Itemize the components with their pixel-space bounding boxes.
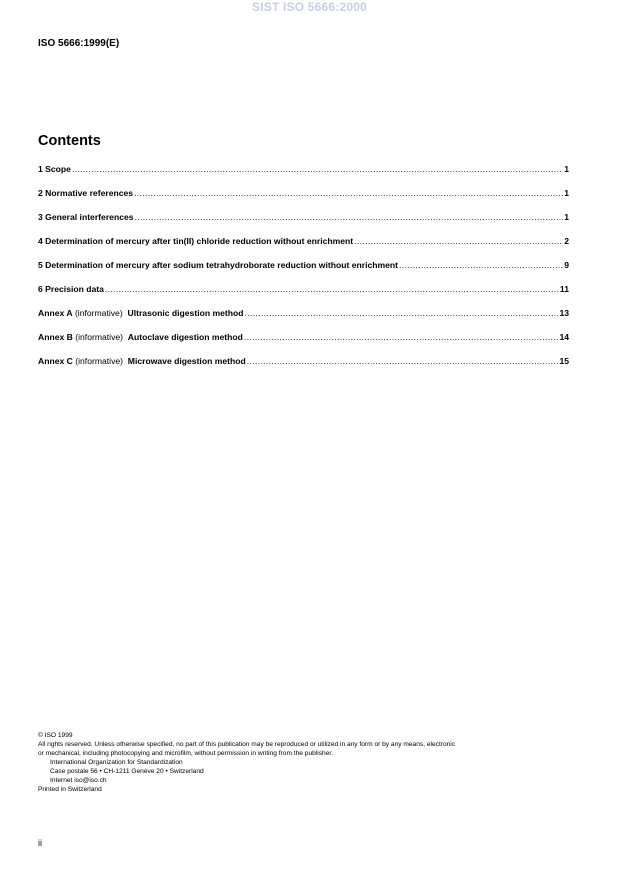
toc-entry-annex-b[interactable] (38, 332, 569, 356)
toc-annex-title: Ultrasonic digestion method (127, 308, 244, 318)
rights-reserved-line-1: All rights reserved. Unless otherwise specified, no part of this publication may be reproduced or utilized in any form or by any means, electronic (38, 741, 456, 748)
toc-entry-label: 1 Scope (38, 164, 71, 174)
organization-name: International Organization for Standardization (50, 759, 183, 766)
organization-internet: Internet iso@iso.ch (50, 777, 107, 784)
toc-leader-dots (399, 260, 563, 270)
document-id: ISO 5666:1999(E) (38, 38, 120, 49)
toc-leader-dots (105, 284, 559, 294)
toc-entry-annex-a[interactable] (38, 308, 569, 332)
toc-page-number: 13 (559, 308, 569, 318)
toc-leader-dots (247, 356, 559, 366)
rights-reserved-line-2: or mechanical, including photocopying and microfilm, without permission in writing from the publisher. (38, 750, 334, 757)
toc-page-number: 11 (559, 284, 569, 294)
contents-heading: Contents (38, 133, 101, 149)
toc-entry-label: 6 Precision data (38, 284, 104, 294)
toc-annex-note: (informative) (75, 332, 124, 342)
toc-leader-dots (72, 164, 563, 174)
toc-page-number: 1 (564, 188, 569, 198)
toc-entry-tin-chloride-reduction[interactable] (38, 236, 569, 260)
toc-leader-dots (135, 212, 564, 222)
toc-entry-scope[interactable] (38, 164, 569, 188)
toc-annex-label: Annex C (38, 356, 73, 366)
toc-page-number: 15 (559, 356, 569, 366)
toc-entry-sodium-tetrahydroborate-reduction[interactable] (38, 260, 569, 284)
toc-entry-general-interferences[interactable] (38, 212, 569, 236)
toc-leader-dots (244, 332, 559, 342)
table-of-contents (38, 164, 569, 380)
toc-annex-label: Annex A (38, 308, 73, 318)
toc-entry-label: 5 Determination of mercury after sodium tetrahydroborate reduction without enrichment (38, 260, 399, 270)
toc-entry-precision-data[interactable] (38, 284, 569, 308)
toc-annex-note: (informative) (74, 308, 123, 318)
toc-entry-annex-c[interactable] (38, 356, 569, 380)
toc-annex-note: (informative) (75, 356, 124, 366)
toc-page-number: 1 (564, 212, 569, 222)
page-number: ii (38, 838, 42, 848)
copyright-line: © ISO 1999 (38, 732, 73, 739)
organization-address: Case postale 56 • CH-1211 Genève 20 • Switzerland (50, 768, 204, 775)
watermark: SIST ISO 5666:2000 (252, 0, 367, 14)
toc-entry-label: 3 General interferences (38, 212, 134, 222)
copyright-footer (38, 731, 578, 794)
toc-page-number: 2 (564, 236, 569, 246)
toc-entry-normative-references[interactable] (38, 188, 569, 212)
toc-entry-label: 4 Determination of mercury after tin(II) chloride reduction without enrichment (38, 236, 354, 246)
printed-in-line: Printed in Switzerland (38, 786, 102, 793)
toc-page-number: 9 (564, 260, 569, 270)
toc-page-number: 1 (564, 164, 569, 174)
toc-annex-title: Microwave digestion method (127, 356, 246, 366)
toc-annex-title: Autoclave digestion method (127, 332, 243, 342)
toc-entry-label: 2 Normative references (38, 188, 134, 198)
toc-page-number: 14 (559, 332, 569, 342)
toc-leader-dots (134, 188, 563, 198)
toc-annex-label: Annex B (38, 332, 73, 342)
toc-leader-dots (354, 236, 563, 246)
toc-leader-dots (245, 308, 559, 318)
